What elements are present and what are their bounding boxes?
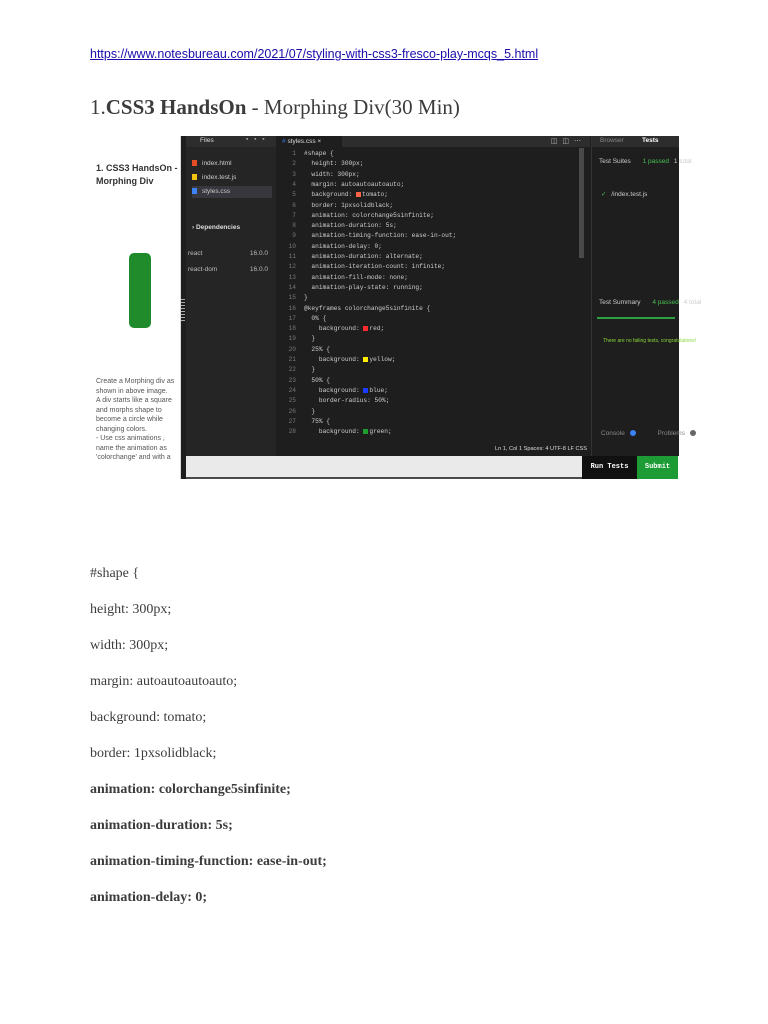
file-name: index.html [202, 160, 232, 167]
line-number: 2 [292, 160, 296, 168]
test-panel [591, 136, 702, 456]
css-code-line: width: 300px; [90, 638, 169, 653]
file-item[interactable] [192, 186, 272, 198]
code-line: @keyframes colorchange5sinfinite { [304, 304, 431, 312]
heading-bold: CSS3 HandsOn [105, 95, 247, 119]
dependencies-label[interactable]: › Dependencies [192, 224, 241, 231]
dependency-version: 16.0.0 [249, 266, 268, 273]
code-line: animation-duration: 5s; [304, 222, 397, 230]
line-number: 6 [292, 201, 296, 209]
code-line: animation-timing-function: ease-in-out; [304, 232, 457, 240]
drag-handle[interactable] [181, 299, 185, 321]
tab-browser[interactable]: Browser [600, 137, 624, 144]
ide-screenshot [90, 136, 702, 479]
file-icon [192, 188, 197, 194]
code-line: background: red; [304, 325, 385, 333]
console-row [601, 430, 688, 437]
code-line: 50% { [304, 376, 330, 384]
page-title [90, 95, 460, 120]
test-file-name: /index.test.js [611, 191, 648, 198]
file-name: index.test.js [202, 174, 237, 181]
code-line: 0% { [304, 314, 327, 322]
task-title: 1. CSS3 HandsOn - Morphing Div [96, 163, 178, 186]
line-number: 14 [288, 283, 296, 291]
css-code-line: height: 300px; [90, 602, 172, 617]
code-line: 25% { [304, 345, 330, 353]
line-number: 10 [288, 242, 296, 250]
color-swatch-icon [363, 429, 368, 434]
code-line: } [304, 407, 316, 415]
dependencies-text: Dependencies [195, 224, 241, 231]
code-line: } [304, 366, 316, 374]
problems-count-badge [690, 430, 696, 436]
line-number: 7 [292, 211, 296, 219]
summary-progress-bar [597, 317, 675, 319]
line-number: 22 [288, 366, 296, 374]
code-line: background: green; [304, 428, 392, 436]
line-number: 11 [288, 253, 296, 260]
color-swatch-icon [356, 192, 361, 197]
task-panel [90, 136, 181, 479]
task-desc-line: changing colors. [96, 425, 147, 433]
files-header [186, 136, 276, 147]
code-line: animation: colorchange5sinfinite; [304, 211, 434, 219]
console-tab[interactable]: Console [601, 430, 625, 437]
line-number: 5 [292, 191, 296, 199]
code-line: animation-fill-mode: none; [304, 273, 408, 281]
code-editor[interactable] [276, 136, 590, 456]
line-number: 12 [288, 263, 296, 271]
color-swatch-icon [363, 326, 368, 331]
line-number: 20 [288, 345, 296, 353]
file-name: styles.css [202, 188, 231, 195]
dependency-item [188, 266, 272, 273]
line-number: 4 [292, 180, 296, 188]
line-number: 18 [288, 325, 296, 333]
task-desc-line: A div starts like a square [96, 397, 172, 404]
line-number: 16 [288, 304, 296, 312]
summary-label: Test Summary [599, 299, 641, 306]
right-tabs [592, 136, 679, 147]
console-count-badge [630, 430, 636, 436]
code-line: #shape { [304, 150, 334, 157]
summary-passed: 4 passed [652, 299, 679, 306]
line-number: 26 [288, 407, 296, 415]
summary-message: There are no failing tests, congratulations! [603, 338, 697, 344]
line-number: 8 [292, 222, 296, 230]
task-desc-line: name the animation as [96, 444, 167, 452]
code-line: animation-play-state: running; [304, 283, 423, 291]
code-line: animation-iteration-count: infinite; [304, 263, 446, 271]
line-number: 28 [288, 428, 296, 436]
code-line: 75% { [304, 417, 330, 425]
explorer-actions-icon[interactable]: ▪ ▪ ▪ [246, 136, 267, 143]
css-code-line: animation-duration: 5s; [90, 818, 233, 833]
code-line: background: yellow; [304, 356, 396, 363]
suites-passed: 1 passed [642, 158, 669, 165]
color-swatch-icon [363, 388, 368, 393]
files-label: Files [200, 137, 214, 144]
css-code-line: background: tomato; [90, 710, 207, 725]
suites-total: 1 total [673, 158, 692, 165]
dependency-name: react [188, 250, 203, 257]
line-number: 13 [288, 273, 296, 281]
line-number: 25 [288, 397, 296, 405]
editor-actions [551, 136, 586, 147]
editor-tabs [276, 136, 590, 147]
css-code-line: border: 1pxsolidblack; [90, 746, 217, 761]
task-desc-line: Create a Morphing div as [96, 378, 175, 385]
file-icon [192, 160, 197, 166]
morphing-shape-preview [129, 253, 151, 328]
line-number: 1 [292, 150, 296, 157]
task-desc-line: 'colorchange' and with a [96, 454, 171, 461]
tab-label: styles.css [287, 138, 316, 145]
code-line: margin: autoautoautoauto; [304, 180, 405, 188]
line-number: 17 [288, 314, 296, 322]
file-explorer [186, 136, 276, 456]
heading-number: 1. [90, 95, 106, 119]
code-line: border-radius: 50%; [304, 397, 390, 405]
line-number: 9 [292, 232, 296, 240]
css-code-line: animation: colorchange5sinfinite; [90, 782, 291, 797]
task-desc-line: and morphs shape to [96, 406, 162, 414]
css-code-line: margin: autoautoautoauto; [90, 674, 238, 689]
heading-rest: - Morphing Div(30 Min) [246, 95, 460, 119]
summary-total: 4 total [683, 299, 702, 306]
more-icon[interactable]: ⋯ [574, 138, 586, 145]
css-code-line: animation-delay: 0; [90, 890, 208, 905]
code-line: height: 300px; [304, 160, 364, 168]
check-icon: ✓ [601, 191, 607, 198]
code-line: } [304, 335, 316, 343]
task-desc-line: shown in above image. [96, 387, 168, 395]
css-code-line: #shape { [90, 566, 140, 581]
color-swatch-icon [363, 357, 368, 362]
run-tests-button[interactable]: Run Tests [582, 456, 637, 479]
css-code-line: animation-timing-function: ease-in-out; [90, 854, 327, 869]
code-line: border: 1pxsolidblack; [304, 201, 394, 209]
tab-styles-css[interactable] [276, 136, 342, 147]
code-line: animation-delay: 0; [304, 242, 382, 250]
split-icon[interactable]: ◫ [550, 138, 563, 145]
code-line: } [304, 294, 308, 302]
suites-label: Test Suites [599, 158, 631, 165]
submit-button[interactable]: Submit [637, 456, 678, 479]
css-file-icon: # [282, 138, 286, 145]
task-desc-line: become a circle while [96, 416, 163, 423]
test-suites-row [599, 158, 692, 165]
code-line: width: 300px; [304, 170, 360, 178]
source-link[interactable]: https://www.notesbureau.com/2021/07/styling-with-css3-fresco-play-mcqs_5.html [90, 47, 539, 61]
divider [186, 477, 582, 479]
test-file-row[interactable] [601, 190, 688, 198]
task-description [96, 377, 180, 463]
dependency-version: 16.0.0 [249, 250, 268, 257]
tab-tests[interactable]: Tests [642, 137, 659, 144]
file-icon [192, 174, 197, 180]
task-desc-line: - Use css animations , [96, 435, 165, 442]
line-number: 3 [292, 170, 296, 178]
line-number: 21 [288, 356, 296, 363]
file-item[interactable] [192, 172, 272, 184]
problems-tab[interactable]: Problems [657, 430, 685, 437]
file-item[interactable] [192, 158, 272, 170]
line-number: 15 [288, 294, 296, 302]
dependency-item [188, 250, 272, 257]
code-line: background: blue; [304, 386, 388, 394]
line-number: 24 [288, 386, 296, 394]
line-number: 23 [288, 376, 296, 384]
status-bar: Ln 1, Col 1 Spaces: 4 UTF-8 LF CSS [495, 446, 588, 452]
line-number: 27 [288, 417, 296, 425]
editor-scrollbar[interactable] [579, 148, 584, 258]
close-icon[interactable]: × [317, 138, 322, 145]
code-line: background: tomato; [304, 191, 388, 199]
test-summary-row [599, 299, 702, 306]
line-number: 19 [288, 335, 296, 343]
preview-icon[interactable]: ◫ [562, 138, 574, 145]
code-line: animation-duration: alternate; [304, 253, 423, 260]
dependency-name: react-dom [188, 266, 218, 273]
